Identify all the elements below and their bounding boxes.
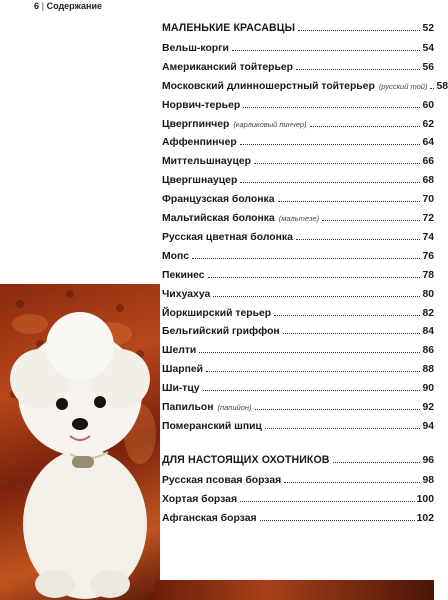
toc-dot-leader [284, 482, 420, 483]
header-section: Содержание [46, 1, 103, 11]
toc-item-title: Шарпей [162, 364, 204, 376]
toc-item-row[interactable] [162, 62, 434, 78]
toc-item-row[interactable] [162, 43, 434, 59]
toc-dot-leader [296, 69, 420, 70]
toc-page-number: 88 [422, 364, 434, 376]
toc-page-number: 98 [422, 474, 434, 486]
toc-dot-leader [322, 220, 420, 221]
toc-section-title: МАЛЕНЬКИЕ КРАСАВЦЫ [162, 22, 296, 34]
toc-dot-leader [298, 30, 420, 31]
toc-page-number: 94 [422, 420, 434, 432]
toc-dot-leader [199, 352, 420, 353]
toc-page-number: 52 [422, 23, 434, 34]
toc-dot-leader [240, 144, 421, 145]
toc-item-row[interactable] [162, 383, 434, 399]
toc-item-title: Папильон [162, 402, 214, 413]
toc-dot-leader [333, 462, 421, 463]
toc-item-title: Ши-тцу [162, 383, 200, 395]
toc-dot-leader [274, 315, 420, 316]
toc-page-number: 100 [416, 493, 434, 505]
toc-item-row[interactable] [162, 345, 434, 361]
toc-dot-leader [265, 428, 421, 429]
toc-item-row[interactable] [162, 100, 434, 116]
toc-item-title: Московский длинношерстный тойтерьер [162, 80, 375, 92]
toc-item-title: Французская болонка [162, 194, 275, 206]
toc-item-row[interactable] [162, 421, 434, 437]
toc-item-title: Афганская борзая [162, 512, 257, 524]
toc-item-row[interactable] [162, 270, 434, 286]
toc-page-number: 68 [422, 175, 434, 187]
toc-page-number: 70 [422, 194, 434, 206]
toc-item-title: Норвич-терьер [162, 99, 241, 111]
toc-item-row[interactable] [162, 156, 434, 172]
toc-page-number: 60 [422, 99, 434, 111]
toc-page-number: 80 [422, 288, 434, 300]
toc-item-title: Йоркширский терьер [162, 307, 272, 319]
toc-item-row[interactable] [162, 402, 434, 418]
toc-item-title: Хортая борзая [162, 493, 238, 505]
toc-page-number: 84 [422, 326, 434, 338]
toc-dot-leader [430, 88, 434, 89]
page-header-text [34, 1, 102, 11]
toc-dot-leader [296, 239, 421, 240]
toc-page-number: 66 [422, 156, 434, 168]
header-separator: | [41, 1, 45, 11]
toc-dot-leader [232, 50, 421, 51]
chair-detail-bottom [155, 580, 434, 600]
toc-page-number: 82 [422, 307, 434, 319]
bichon-dog-photo [0, 284, 160, 600]
toc-dot-leader [208, 277, 421, 278]
toc-item-title: Бельгийский гриффон [162, 326, 280, 338]
toc-dot-leader [213, 296, 420, 297]
toc-dot-leader [255, 409, 421, 410]
toc-item-title: Аффенпинчер [162, 137, 237, 149]
toc-page-number: 92 [422, 402, 434, 413]
toc-item-title: Миттельшнауцер [162, 156, 251, 168]
toc-item-row[interactable] [162, 137, 434, 153]
toc-dot-leader [283, 333, 421, 334]
toc-item-note: (папийон) [217, 403, 252, 412]
toc-item-title: Шелти [162, 345, 197, 357]
toc-page-number: 54 [422, 42, 434, 54]
toc-section-row[interactable] [162, 22, 434, 38]
toc-item-row[interactable] [162, 308, 434, 324]
toc-item-title: Мопс [162, 250, 190, 262]
toc-page-number: 102 [416, 512, 434, 524]
toc-page-number: 78 [422, 269, 434, 281]
toc-page-number: 64 [422, 137, 434, 149]
toc-dot-leader [260, 520, 415, 521]
toc-dot-leader [310, 126, 421, 127]
toc-dot-leader [192, 258, 420, 259]
toc-item-row[interactable] [162, 289, 434, 305]
toc-item-row[interactable] [162, 326, 434, 342]
toc-dot-leader [206, 371, 420, 372]
toc-item-row[interactable] [162, 475, 434, 491]
toc-section-title: ДЛЯ НАСТОЯЩИХ ОХОТНИКОВ [162, 453, 330, 466]
toc-item-row[interactable] [162, 213, 434, 229]
toc-item-title: Померанский шпиц [162, 420, 262, 432]
toc-item-title: Мальтийская болонка [162, 213, 275, 224]
toc-item-note: (мальтезе) [278, 214, 320, 223]
toc-dot-leader [254, 163, 420, 164]
toc-dot-leader [278, 201, 421, 202]
toc-page-number: 96 [422, 454, 434, 466]
toc-item-title: Американский тойтерьер [162, 61, 294, 73]
toc-item-row[interactable] [162, 251, 434, 267]
toc-item-row[interactable] [162, 194, 434, 210]
toc-item-row[interactable] [162, 80, 448, 97]
toc-item-title: Цвергшнауцер [162, 175, 238, 187]
toc-page-number: 86 [422, 345, 434, 357]
toc-item-title: Цвергпинчер [162, 118, 230, 130]
toc-item-title: Русская цветная болонка [162, 231, 293, 243]
toc-item-row[interactable] [162, 232, 434, 248]
toc-page-number: 76 [422, 250, 434, 262]
toc-page-number: 72 [422, 213, 434, 224]
toc-dot-leader [203, 390, 421, 391]
toc-item-row[interactable] [162, 119, 434, 135]
toc-item-title: Вельш-корги [162, 42, 229, 54]
toc-item-title: Пекинес [162, 269, 205, 281]
toc-item-row[interactable] [162, 364, 434, 380]
toc-page-number: 62 [422, 118, 434, 130]
toc-item-row[interactable] [162, 175, 434, 191]
toc-item-title: Чихуахуа [162, 288, 211, 300]
toc-page-number: 90 [422, 383, 434, 395]
dog-illustration [0, 284, 160, 600]
toc-section-row[interactable] [162, 454, 434, 470]
toc-item-title: Русская псовая борзая [162, 474, 282, 486]
toc-item-row[interactable] [162, 513, 434, 529]
toc-item-row[interactable] [162, 494, 434, 510]
toc-page-number: 58 [436, 80, 448, 92]
toc-item-note: (русский той) [378, 81, 428, 91]
toc-dot-leader [240, 182, 420, 183]
toc-item-note: (карликовый пинчер) [233, 119, 307, 129]
toc-page-number: 74 [422, 231, 434, 243]
toc-dot-leader [240, 501, 415, 502]
toc-page-number: 56 [422, 61, 434, 73]
toc-dot-leader [243, 107, 420, 108]
page-header [0, 0, 434, 14]
page-number: 6 [34, 1, 40, 11]
